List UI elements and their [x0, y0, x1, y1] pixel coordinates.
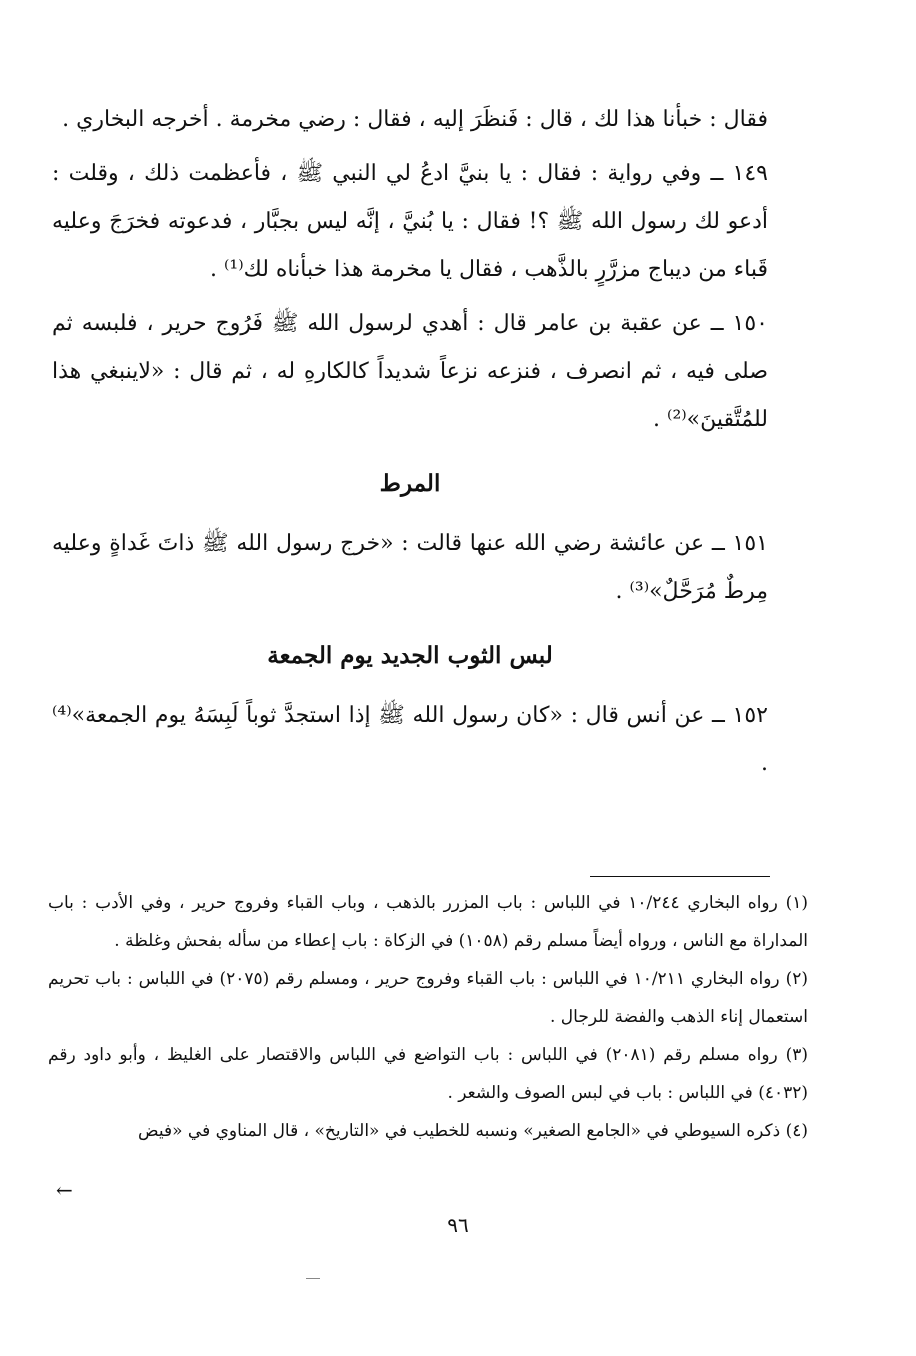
continuation-arrow-icon: ←	[56, 1178, 73, 1202]
footnote-2: (٢) رواه البخاري ١٠/٢١١ في اللباس : باب القباء وفروج حرير ، ومسلم رقم (٢٠٧٥) في اللباس : باب تحريم استعمال إناء الذهب والفضة للرجال .	[48, 969, 808, 1027]
section-heading-mirt: المرط	[379, 470, 441, 497]
main-text	[52, 96, 768, 794]
paragraph-continuation: فقال : خبأنا هذا لك ، قال : فَنظَرَ إليه ، فقال : رضي مخرمة . أخرجه البخاري .	[62, 107, 768, 132]
hadith-151: ١٥١ ــ عن عائشة رضي الله عنها قالت : «خرج رسول الله ﷺ ذاتَ غَداةٍ وعليه مِرطٌ مُرَحَّلٌ»⁽³⁾ .	[52, 531, 768, 604]
footnotes	[48, 884, 808, 1150]
footnote-1: (١) رواه البخاري ١٠/٢٤٤ في اللباس : باب المزرر بالذهب ، وباب القباء وفروج حرير ، وفي الأدب : باب المداراة مع الناس ، ورواه أيضاً مسلم رقم (١٠٥٨) في الزكاة : باب إعطاء من سأله بفحش وغلظة .	[48, 893, 808, 951]
page-number: ٩٦	[447, 1213, 469, 1237]
hadith-150: ١٥٠ ــ عن عقبة بن عامر قال : أهدي لرسول الله ﷺ فَرُوج حرير ، فلبسه ثم صلى فيه ، ثم انصرف ، فنزعه نزعاً شديداً كالكارهِ له ، ثم قال : «لاينبغي هذا للمُتَّقينَ»⁽²⁾ .	[52, 311, 768, 432]
hadith-149: ١٤٩ ــ وفي رواية : فقال : يا بنيَّ ادعُ لي النبي ﷺ ، فأعظمت ذلك ، وقلت : أدعو لك رسول الله ﷺ ؟! فقال : يا بُنيَّ ، إنَّه ليس بجبَّار ، فدعوته فخرَجَ وعليه قَباء من ديباج مزرَّرٍ بالذَّهب ، فقال يا مخرمة هذا خبأناه لك⁽¹⁾ .	[52, 161, 768, 282]
footnote-4: (٤) ذكره السيوطي في «الجامع الصغير» ونسبه للخطيب في «التاريخ» ، قال المناوي في «فيض	[138, 1121, 808, 1141]
section-heading-new-garment: لبس الثوب الجديد يوم الجمعة	[267, 642, 553, 669]
footnote-separator	[590, 876, 770, 877]
footnote-3: (٣) رواه مسلم رقم (٢٠٨١) في اللباس : باب التواضع في اللباس والاقتصار على الغليظ ، وأبو داود رقم (٤٠٣٢) في اللباس : باب في لبس الصوف والشعر .	[48, 1045, 809, 1103]
hadith-152: ١٥٢ ــ عن أنس قال : «كان رسول الله ﷺ إذا استجدَّ ثوباً لَبِسَهُ يوم الجمعة»⁽⁴⁾ .	[52, 703, 768, 776]
scan-mark	[306, 1278, 320, 1279]
